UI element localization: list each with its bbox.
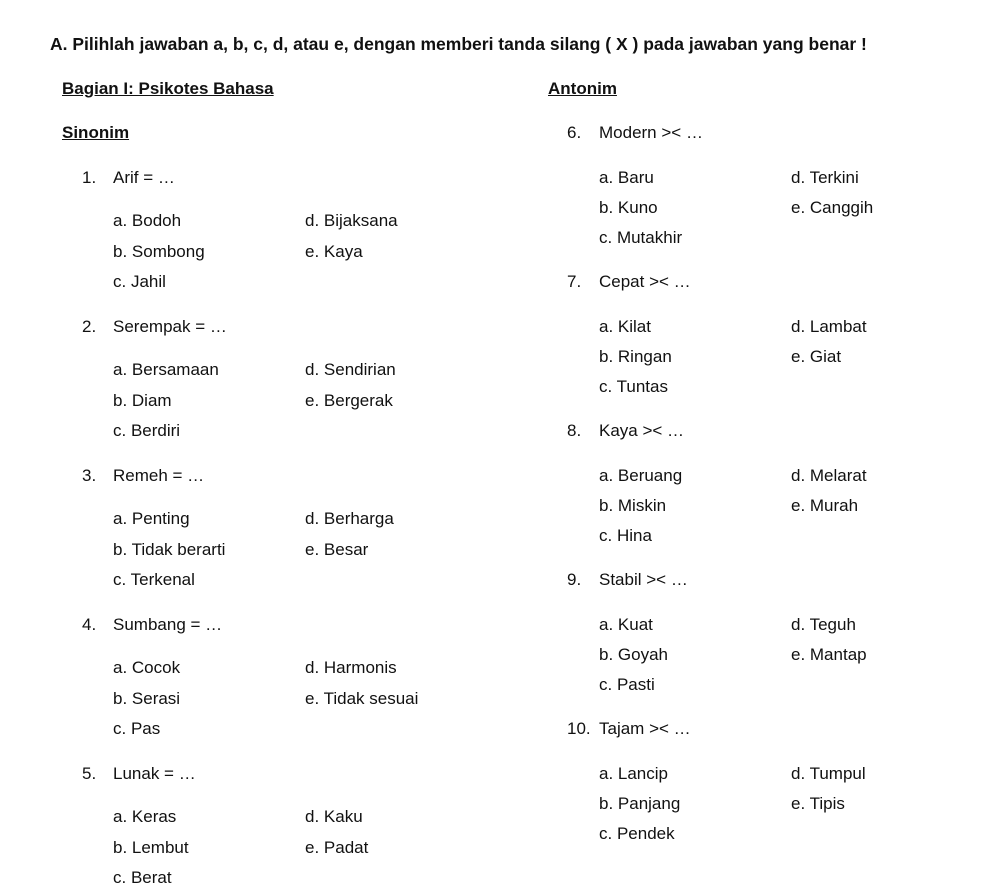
question-number: 10.: [567, 719, 591, 738]
option-a[interactable]: a. Kilat: [599, 317, 651, 336]
option-e[interactable]: e. Besar: [305, 540, 369, 559]
option-b[interactable]: b. Kuno: [599, 198, 658, 217]
question-text: Arif = …: [113, 168, 175, 187]
option-e[interactable]: e. Bergerak: [305, 391, 393, 410]
option-a[interactable]: a. Bodoh: [113, 211, 182, 230]
option-d[interactable]: d. Melarat: [791, 466, 867, 485]
question-text: Tajam >< …: [599, 719, 691, 738]
option-d[interactable]: d. Teguh: [791, 615, 856, 634]
option-c[interactable]: c. Tuntas: [599, 377, 668, 396]
question-number: 9.: [567, 570, 582, 589]
question-number: 5.: [82, 764, 97, 783]
question-text: Modern >< …: [599, 123, 703, 142]
option-b[interactable]: b. Diam: [113, 391, 172, 410]
option-c[interactable]: c. Terkenal: [113, 570, 195, 589]
option-d[interactable]: d. Harmonis: [305, 658, 397, 677]
option-b[interactable]: b. Goyah: [599, 645, 668, 664]
question-text: Serempak = …: [113, 317, 227, 336]
option-e[interactable]: e. Murah: [791, 496, 859, 515]
question-text: Remeh = …: [113, 466, 205, 485]
option-a[interactable]: a. Beruang: [599, 466, 683, 485]
question-text: Cepat >< …: [599, 272, 691, 291]
option-b[interactable]: b. Miskin: [599, 496, 667, 515]
option-c[interactable]: c. Mutakhir: [599, 228, 683, 247]
option-e[interactable]: e. Mantap: [791, 645, 867, 664]
option-d[interactable]: d. Bijaksana: [305, 211, 398, 230]
option-e[interactable]: e. Tipis: [791, 794, 845, 813]
option-c[interactable]: c. Berat: [113, 868, 172, 887]
option-a[interactable]: a. Bersamaan: [113, 360, 219, 379]
question-number: 8.: [567, 421, 582, 440]
option-b[interactable]: b. Tidak berarti: [113, 540, 226, 559]
antonim-heading: Antonim: [548, 79, 617, 98]
question-text: Lunak = …: [113, 764, 196, 783]
option-e[interactable]: e. Canggih: [791, 198, 874, 217]
option-c[interactable]: c. Pendek: [599, 824, 675, 843]
question-number: 1.: [82, 168, 97, 187]
instruction: A. Pilihlah jawaban a, b, c, d, atau e, dengan memberi tanda silang ( X ) pada jawaban yang benar !: [50, 34, 867, 54]
option-c[interactable]: c. Berdiri: [113, 421, 181, 440]
question-number: 6.: [567, 123, 582, 142]
section-title: Bagian I: Psikotes Bahasa: [62, 79, 274, 98]
question-number: 2.: [82, 317, 97, 336]
question-number: 3.: [82, 466, 97, 485]
option-c[interactable]: c. Hina: [599, 526, 652, 545]
option-e[interactable]: e. Tidak sesuai: [305, 689, 419, 708]
option-a[interactable]: a. Keras: [113, 807, 177, 826]
option-d[interactable]: d. Kaku: [305, 807, 363, 826]
option-d[interactable]: d. Terkini: [791, 168, 859, 187]
sinonim-heading: Sinonim: [62, 123, 130, 142]
option-d[interactable]: d. Berharga: [305, 509, 394, 528]
option-d[interactable]: d. Tumpul: [791, 764, 866, 783]
option-a[interactable]: a. Lancip: [599, 764, 668, 783]
option-c[interactable]: c. Pasti: [599, 675, 655, 694]
option-b[interactable]: b. Ringan: [599, 347, 672, 366]
option-e[interactable]: e. Padat: [305, 838, 369, 857]
question-text: Kaya >< …: [599, 421, 685, 440]
option-b[interactable]: b. Panjang: [599, 794, 681, 813]
option-d[interactable]: d. Lambat: [791, 317, 867, 336]
option-b[interactable]: b. Sombong: [113, 242, 205, 261]
option-b[interactable]: b. Serasi: [113, 689, 181, 708]
option-a[interactable]: a. Cocok: [113, 658, 181, 677]
question-number: 7.: [567, 272, 582, 291]
question-number: 4.: [82, 615, 97, 634]
option-b[interactable]: b. Lembut: [113, 838, 189, 857]
option-c[interactable]: c. Jahil: [113, 272, 166, 291]
option-d[interactable]: d. Sendirian: [305, 360, 396, 379]
option-e[interactable]: e. Giat: [791, 347, 842, 366]
option-a[interactable]: a. Kuat: [599, 615, 653, 634]
option-a[interactable]: a. Penting: [113, 509, 190, 528]
question-text: Stabil >< …: [599, 570, 688, 589]
option-c[interactable]: c. Pas: [113, 719, 161, 738]
option-a[interactable]: a. Baru: [599, 168, 654, 187]
question-text: Sumbang = …: [113, 615, 223, 634]
option-e[interactable]: e. Kaya: [305, 242, 363, 261]
